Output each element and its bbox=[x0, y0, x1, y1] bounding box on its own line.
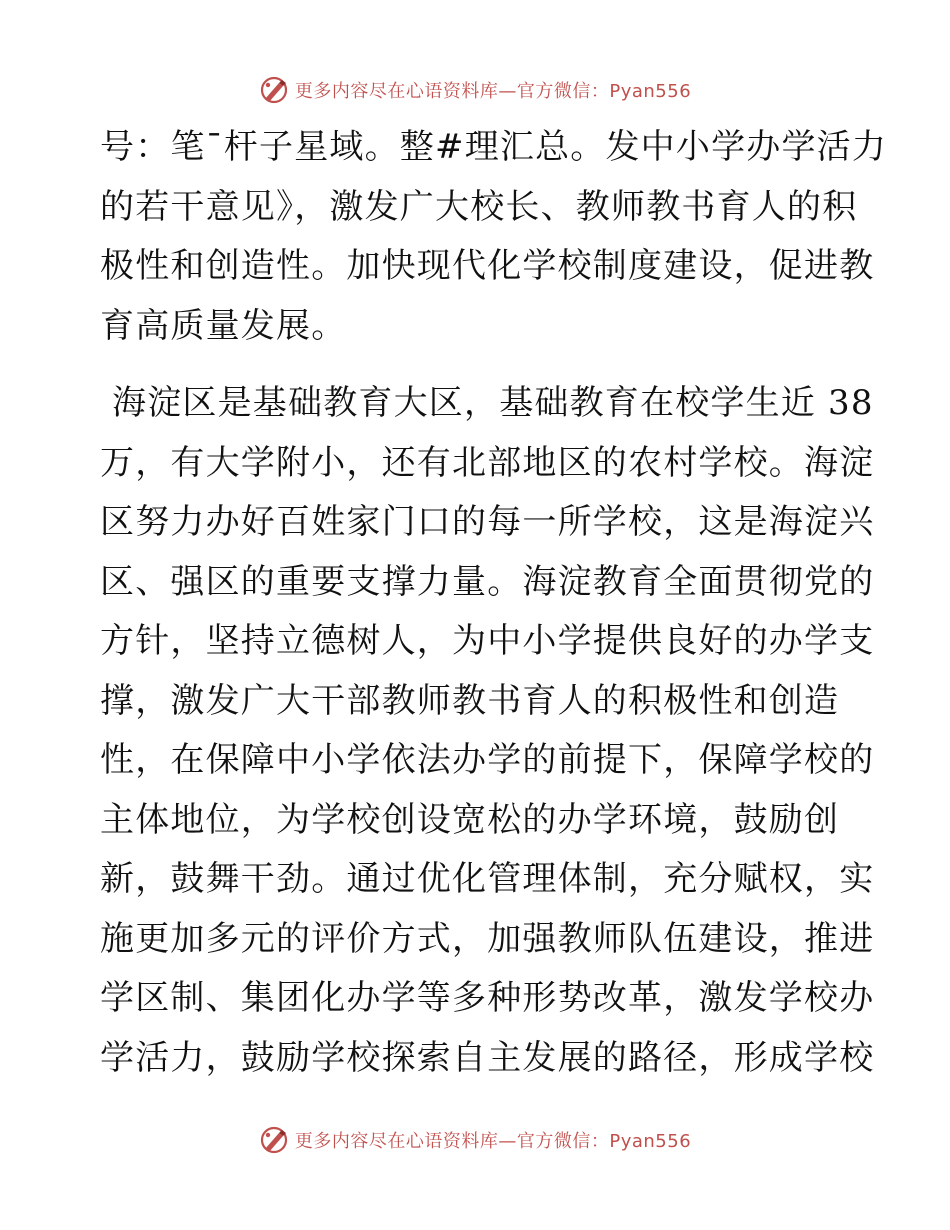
text-line: 区努力办好百姓家门口的每一所学校，这是海淀兴 bbox=[100, 502, 875, 542]
text-line: 的若干意见》，激发广大校长、教师教书育人的积 bbox=[100, 186, 858, 227]
paragraph-1 bbox=[100, 118, 888, 356]
text-line: 极性和创造性。加快现代化学校制度建设，促进教 bbox=[100, 246, 875, 286]
text-line: 施更加多元的评价方式，加强教师队伍建设，推进 bbox=[100, 918, 875, 959]
footer-banner bbox=[0, 1120, 950, 1160]
paragraph-2 bbox=[100, 374, 875, 1088]
text-line: 主体地位，为学校创设宽松的办学环境，鼓励创 bbox=[100, 799, 840, 840]
text-line: 万，有大学附小，还有北部地区的农村学校。海淀 bbox=[100, 442, 875, 483]
text-line: 学活力，鼓励学校探索自主发展的路径，形成学校 bbox=[100, 1037, 875, 1078]
header-banner-text: 更多内容尽在心语资料库—官方微信：Pyan556 bbox=[294, 81, 692, 102]
text-line: 性，在保障中小学依法办学的前提下，保障学校的 bbox=[100, 740, 875, 780]
text-line: 育高质量发展。 bbox=[100, 305, 347, 346]
text-line: 学区制、集团化办学等多种形势改革，激发学校办 bbox=[100, 978, 875, 1018]
text-line: 区、强区的重要支撑力量。海淀教育全面贯彻党的 bbox=[100, 561, 875, 602]
footer-banner-text: 更多内容尽在心语资料库—官方微信：Pyan556 bbox=[294, 1131, 692, 1152]
pen-logo-icon bbox=[259, 75, 289, 105]
header-banner bbox=[0, 70, 950, 110]
text-line: 方针，坚持立德树人，为中小学提供良好的办学支 bbox=[100, 621, 875, 661]
text-line: 号：笔¯杆子星域。整#理汇总。发中小学办学活力 bbox=[100, 127, 888, 167]
text-line: 海淀区是基础教育大区，基础教育在校学生近 38 bbox=[100, 383, 874, 423]
document-body bbox=[100, 118, 888, 1088]
text-line: 撑，激发广大干部教师教书育人的积极性和创造 bbox=[100, 680, 840, 721]
text-line: 新，鼓舞干劲。通过优化管理体制，充分赋权，实 bbox=[100, 859, 875, 899]
pen-logo-icon bbox=[259, 1125, 289, 1155]
